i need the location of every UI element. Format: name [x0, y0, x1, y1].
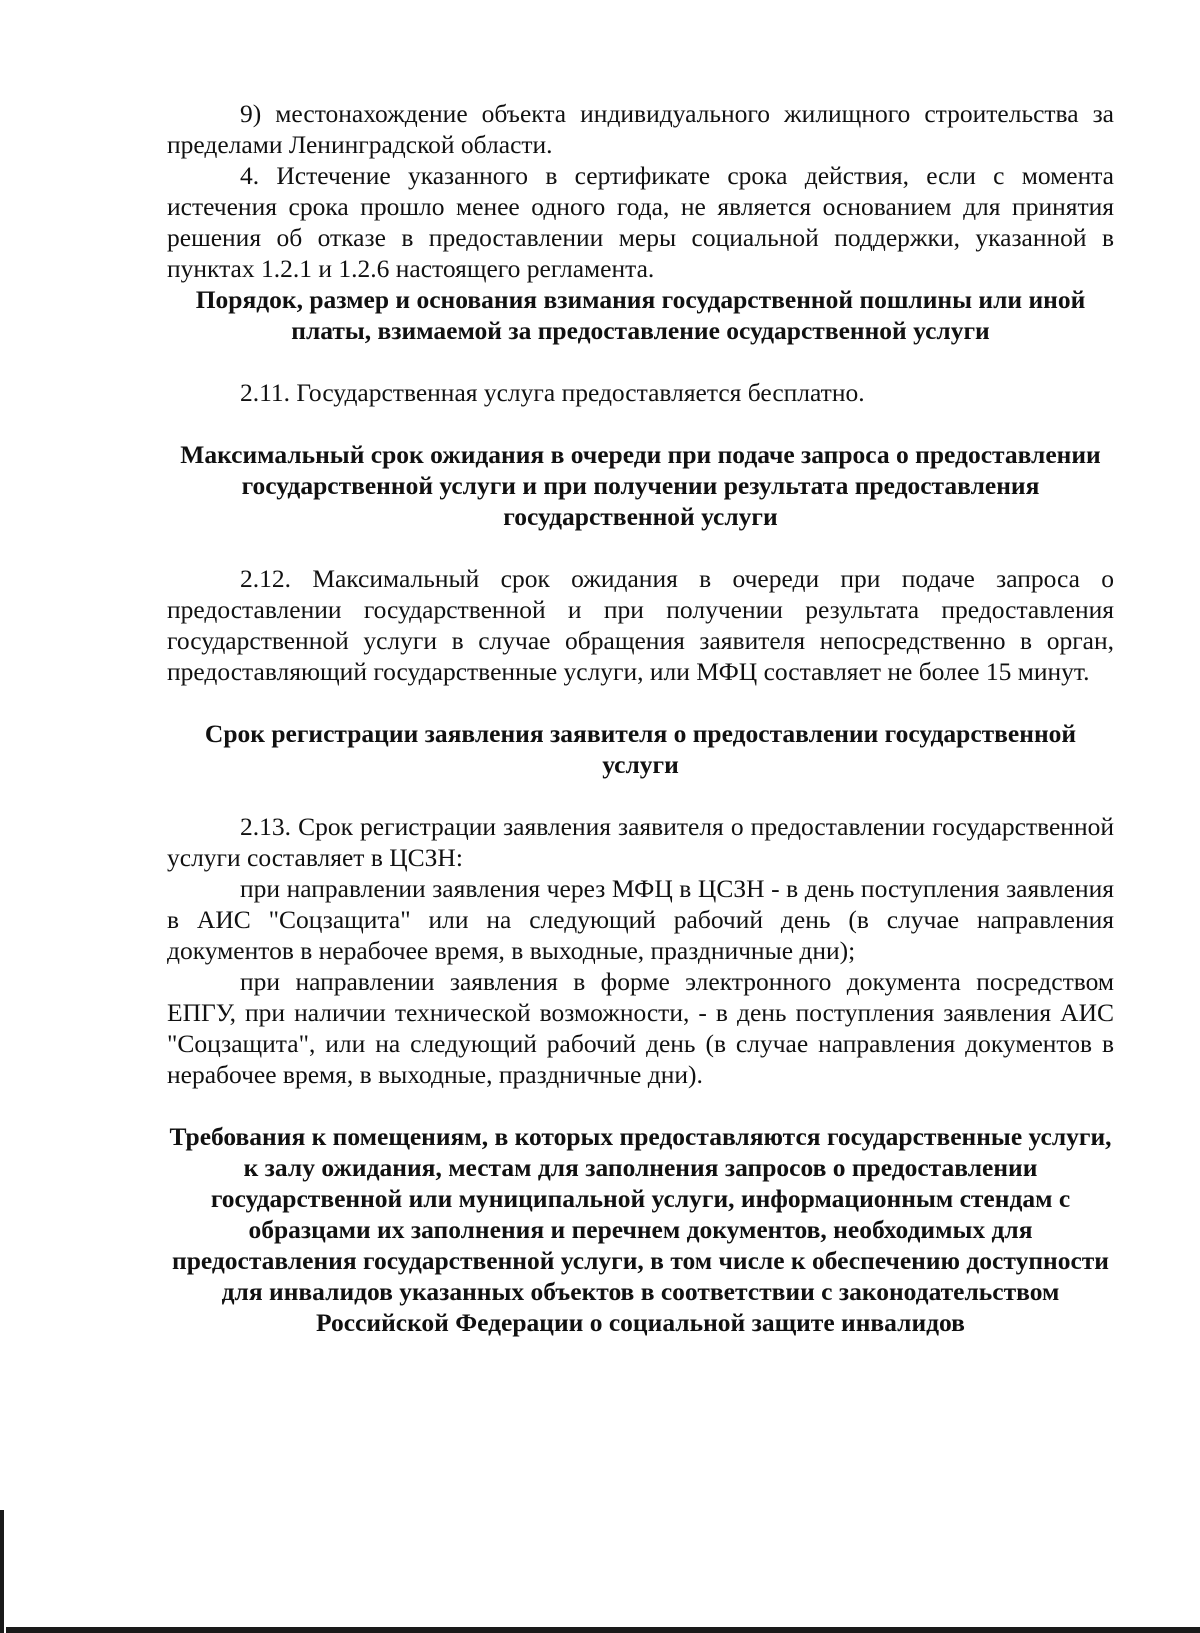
paragraph-mfc: при направлении заявления через МФЦ в ЦСЗН - в день поступления заявления в АИС "Соцзащита" или на следующий рабочий день (в случае направления документов в нерабочее время, в выходные, праздничные дни); — [167, 874, 1114, 965]
paragraph-2-11: 2.11. Государственная услуга предоставляется бесплатно. — [240, 378, 865, 407]
paragraph-item-9: 9) местонахождение объекта индивидуального жилищного строительства за пределами Ленинградской области. — [167, 99, 1114, 159]
section-heading-queue-time: Максимальный срок ожидания в очереди при подаче запроса о предоставлении государственной услуги и при получении результата предоставления государственной услуги — [180, 440, 1101, 531]
paragraph-2-12: 2.12. Максимальный срок ожидания в очереди при подаче запроса о предоставлении государственной и при получении результата предоставления государственной услуги в случае обращения заявителя непосредственно в орган, предоставляющий государственные услуги, или МФЦ составляет не более 15 минут. — [167, 564, 1114, 686]
document-body — [167, 98, 1114, 1338]
section-heading-premises-requirements: Требования к помещениям, в которых предоставляются государственные услуги, к залу ожидания, местам для заполнения запросов о предоставлении государственной или муниципальной услуги, информационным стендам с образцами их заполнения и перечнем документов, необходимых для предоставления государственной услуги, в том числе к обеспечению доступности для инвалидов указанных объектов в соответствии с законодательством Российской Федерации о социальной защите инвалидов — [169, 1122, 1112, 1337]
scan-left-edge — [0, 1510, 4, 1633]
paragraph-2-13: 2.13. Срок регистрации заявления заявителя о предоставлении государственной услуги составляет в ЦСЗН: — [167, 812, 1114, 872]
scan-bottom-edge — [6, 1627, 1200, 1633]
paragraph-item-4: 4. Истечение указанного в сертификате срока действия, если с момента истечения срока прошло менее одного года, не является основанием для принятия решения об отказе в предоставлении меры социальной поддержки, указанной в пунктах 1.2.1 и 1.2.6 настоящего регламента. — [167, 161, 1114, 283]
section-heading-registration-term: Срок регистрации заявления заявителя о предоставлении государственной услуги — [204, 719, 1077, 779]
paragraph-epgu: при направлении заявления в форме электронного документа посредством ЕПГУ, при наличии технической возможности, - в день поступления заявления АИС "Соцзащита", или на следующий рабочий день (в случае направления документов в нерабочее время, в выходные, праздничные дни). — [167, 967, 1114, 1089]
section-heading-fee: Порядок, размер и основания взимания государственной пошлины или иной платы, взимаемой за предоставление осударственной услуги — [195, 285, 1086, 345]
